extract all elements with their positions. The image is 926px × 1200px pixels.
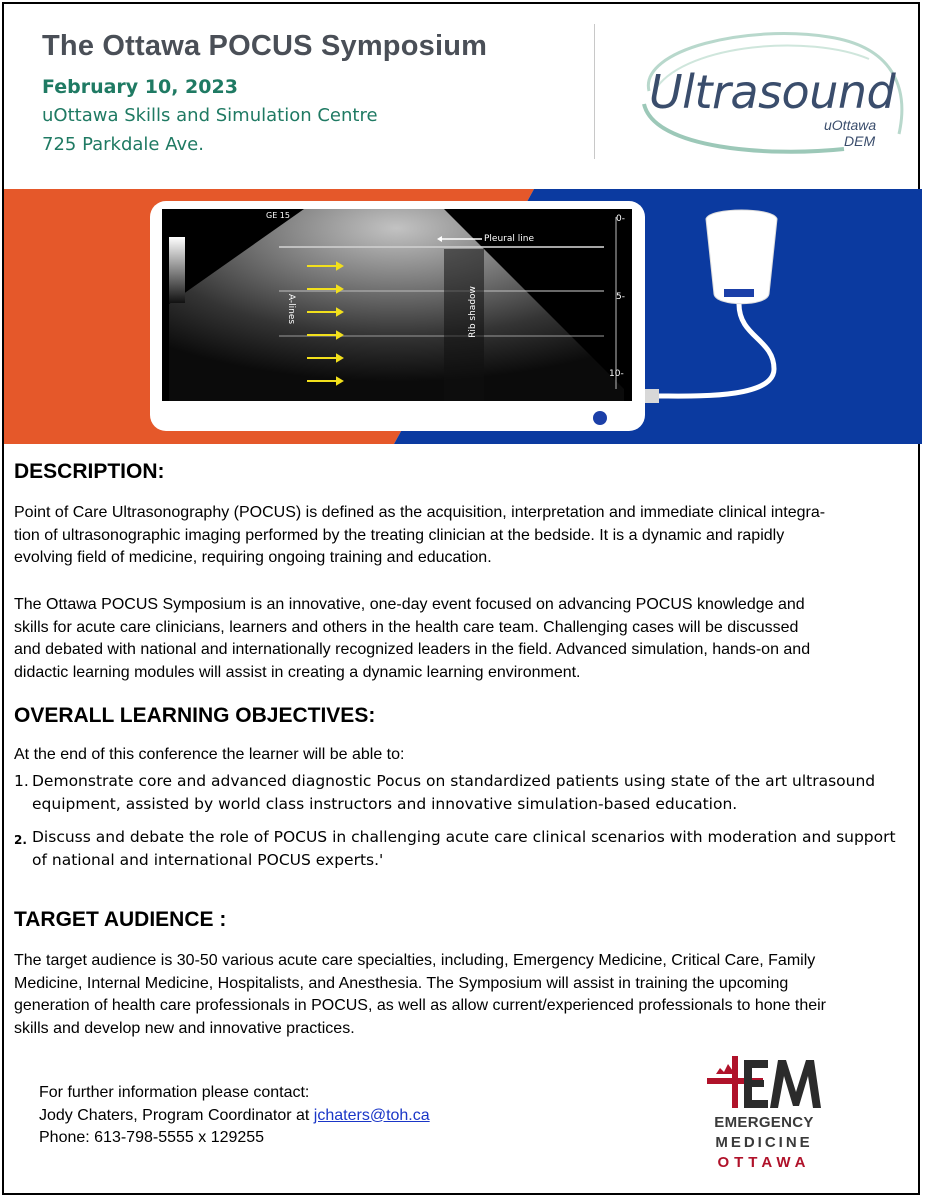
text-line: The target audience is 30-50 various acute care specialties, including, Emergency Medicine, Critical Care, Family xyxy=(14,952,816,969)
depth-tick-5: 5- xyxy=(616,292,625,302)
text-line: Medicine, Internal Medicine, Hospitalists, and Anesthesia. The Symposium will assist in training the upcoming xyxy=(14,974,789,992)
contact-intro: For further information please contact: xyxy=(39,1084,310,1101)
objective-text: of national and international POCUS experts.' xyxy=(32,851,384,869)
ultrasound-logo-dem: DEM xyxy=(844,133,876,149)
objectives-heading: OVERALL LEARNING OBJECTIVES: xyxy=(14,704,376,727)
ultrasound-banner xyxy=(4,189,922,444)
description-heading: DESCRIPTION: xyxy=(14,460,165,483)
contact-block xyxy=(39,1082,430,1150)
flyer-frame xyxy=(2,2,920,1195)
contact-person-text: Jody Chaters, Program Coordinator at xyxy=(39,1106,314,1124)
depth-tick-10: 10- xyxy=(609,369,624,379)
objective-item-2 xyxy=(14,826,904,872)
text-line: and debated with national and internationally recognized leaders in the field. Advanced simulation, hands-on and xyxy=(14,641,811,658)
text-line: didactic learning modules will assist in creating a dynamic learning environment. xyxy=(14,663,581,681)
objectives-intro: At the end of this conference the learner will be able to: xyxy=(14,746,405,763)
pleural-line-label: Pleural line xyxy=(484,234,534,244)
objective-number: 2. xyxy=(14,833,27,847)
event-venue: uOttawa Skills and Simulation Centre xyxy=(42,105,378,126)
gain-label: GE 15 xyxy=(266,211,290,220)
event-address: 725 Parkdale Ave. xyxy=(42,134,204,155)
description-paragraph-1 xyxy=(14,502,912,570)
text-line: generation of health care professionals in POCUS, as well as allow current/experienced professionals to hone their xyxy=(14,997,826,1014)
text-line: evolving field of medicine, requiring ongoing training and education. xyxy=(14,549,492,566)
text-line: The Ottawa POCUS Symposium is an innovative, one-day event focused on advancing POCUS knowledge and xyxy=(14,596,805,613)
em-logo-line-2: MEDICINE xyxy=(715,1134,813,1151)
objective-item-1 xyxy=(14,770,904,816)
objective-text: equipment, assisted by world class instructors and innovative simulation-based education. xyxy=(32,795,738,813)
ultrasound-logo-uottawa: uOttawa xyxy=(824,117,877,133)
em-logo-line-3: OTTAWA xyxy=(717,1154,811,1171)
audience-heading: TARGET AUDIENCE : xyxy=(14,908,227,931)
contact-phone: Phone: 613-798-5555 x 129255 xyxy=(39,1129,265,1146)
objective-text: Discuss and debate the role of POCUS in challenging acute care clinical scenarios with moderation and support xyxy=(32,828,896,846)
contact-person xyxy=(39,1105,430,1128)
objective-text: Demonstrate core and advanced diagnostic Pocus on standardized patients using state of the art ultrasound xyxy=(32,772,876,790)
audience-paragraph xyxy=(14,950,912,1040)
objective-number: 1. xyxy=(14,772,29,790)
text-line: skills and develop new and innovative practices. xyxy=(14,1019,355,1037)
a-lines-label: A-lines xyxy=(286,293,297,325)
em-logo-mark xyxy=(704,1052,824,1112)
rib-shadow xyxy=(444,249,484,401)
contact-email-link[interactable]: jchaters@toh.ca xyxy=(313,1106,430,1124)
probe-marker xyxy=(724,289,754,297)
depth-tick-0: 0- xyxy=(616,214,625,224)
grayscale-bar xyxy=(169,237,185,303)
rib-shadow-label: Rib shadow xyxy=(467,286,478,338)
banner-illustration xyxy=(4,189,922,444)
emergency-medicine-ottawa-logo xyxy=(704,1052,824,1177)
event-date: February 10, 2023 xyxy=(42,76,238,98)
header-divider xyxy=(594,24,595,159)
probe-connector xyxy=(645,389,659,403)
text-line: Point of Care Ultrasonography (POCUS) is defined as the acquisition, interpretation and immediate clinical integra- xyxy=(14,504,826,521)
ultrasound-logo xyxy=(629,29,914,159)
tablet-home-button xyxy=(593,411,607,425)
text-line: tion of ultrasonographic imaging performed by the treating clinician at the bedside. It is a dynamic and rapidly xyxy=(14,526,785,544)
description-paragraph-2 xyxy=(14,594,912,684)
page-title: The Ottawa POCUS Symposium xyxy=(42,30,488,62)
ultrasound-logo-word: Ultrasound xyxy=(649,65,896,119)
text-line: skills for acute care clinicians, learners and others in the health care team. Challenging cases will be discussed xyxy=(14,618,799,636)
header xyxy=(4,4,922,189)
em-logo-line-1: EMERGENCY xyxy=(714,1114,814,1131)
